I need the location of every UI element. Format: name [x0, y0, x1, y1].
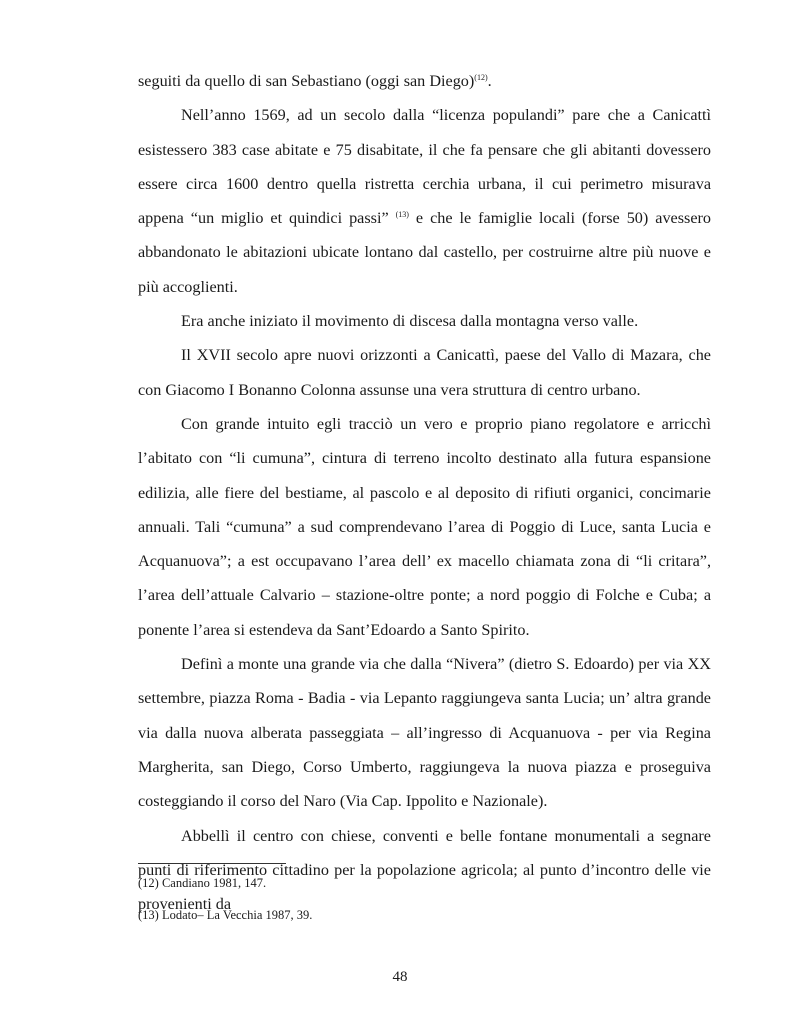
footnote-ref-12: (12)	[474, 73, 488, 82]
body-text	[138, 64, 711, 921]
paragraph-2	[138, 98, 711, 304]
paragraph-4: Il XVII secolo apre nuovi orizzonti a Canicattì, paese del Vallo di Mazara, che con Giacomo I Bonanno Colonna assunse una vera struttura di centro urbano.	[138, 346, 711, 399]
paragraph-1	[138, 64, 711, 98]
paragraph-2-text: Nell’anno 1569, ad un secolo dalla “licenza populandi” pare che a Canicattì esistessero 383 case abitate e 75 disabitate, il che fa pensare che gli abitanti dovessero essere circa 1600 dentro quella ristretta cerchia urbana, il cui perimetro misurava appena “un miglio et quindici passi”	[138, 106, 711, 228]
page-number: 48	[392, 969, 408, 985]
paragraph-1-text: seguiti da quello di san Sebastiano (oggi san Diego)	[138, 72, 475, 90]
footnote-separator	[138, 863, 286, 864]
paragraph-1-end: .	[487, 72, 492, 90]
footnote-12: (12) Candiano 1981, 147.	[138, 876, 267, 890]
footnote-ref-13: (13)	[395, 210, 409, 220]
paragraph-2-end: e che le famiglie locali (forse 50) avessero abbandonato le abitazioni ubicate lontano dal castello, per costruirne altre più nuove e più accoglienti.	[138, 209, 711, 296]
paragraph-7: Abbellì il centro con chiese, conventi e belle fontane monumentali a segnare punti di riferimento cittadino per la popolazione agricola; al punto d’incontro delle vie provenienti da	[138, 826, 711, 914]
footnote-13: (13) Lodato– La Vecchia 1987, 39.	[138, 908, 313, 922]
paragraph-5: Con grande intuito egli tracciò un vero e proprio piano regolatore e arricchì l’abitato con “li cumuna”, cintura di terreno incolto destinato alla futura espansione edilizia, alle fiere del bestiame, al pascolo e al deposito di rifiuti organici, concimarie annuali. Tali “cumuna” a sud comprendevano l’area di Poggio di Luce, santa Lucia e Acquanuova”; a est occupavano l’area dell’ ex macello chiamata zona di “li critara”, l’area dell’attuale Calvario – stazione-oltre ponte; a nord poggio di Folche e Cuba; a ponente l’area si estendeva da Sant’Edoardo a Santo Spirito.	[138, 414, 711, 639]
paragraph-3: Era anche iniziato il movimento di discesa dalla montagna verso valle.	[181, 312, 639, 331]
paragraph-6: Definì a monte una grande via che dalla “Nivera” (dietro S. Edoardo) per via XX settembre, piazza Roma - Badia - via Lepanto raggiungeva santa Lucia; un’ altra grande via dalla nuova alberata passeggiata – all’ingresso di Acquanuova - per via Regina Margherita, san Diego, Corso Umberto, raggiungeva la nuova piazza e proseguiva costeggiando il corso del Naro (Via Cap. Ippolito e Nazionale).	[138, 655, 711, 811]
